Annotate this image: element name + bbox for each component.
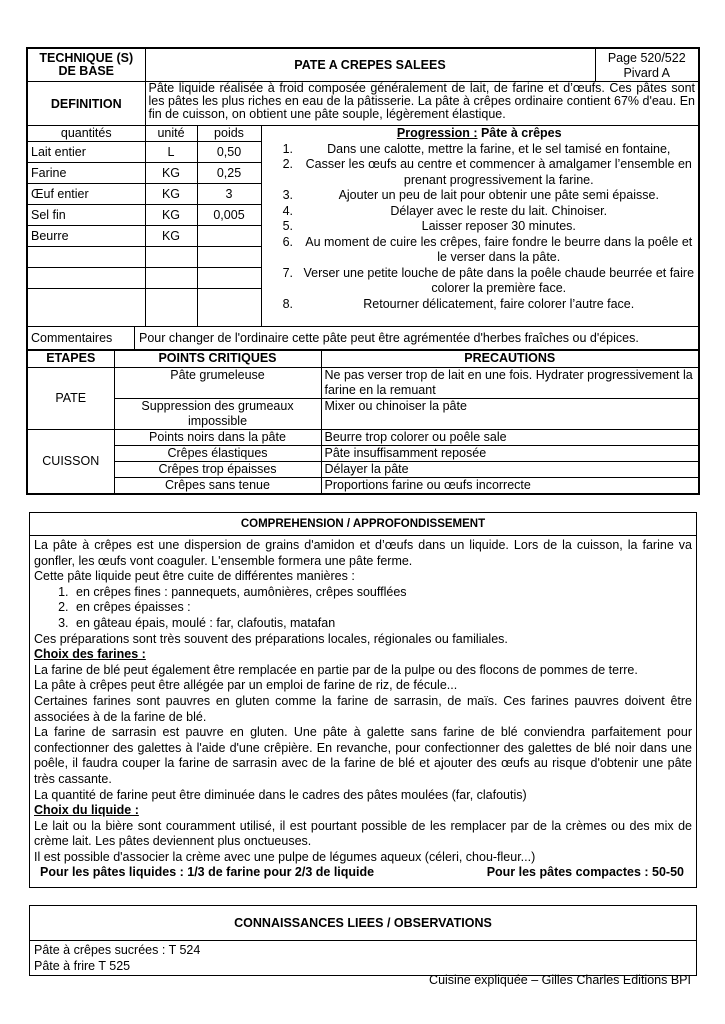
progression-title: Pâte à crêpes [480,126,562,140]
progression-steps [264,142,696,313]
ratio-liquid: Pour les pâtes liquides : 1/3 de farine pour 2/3 de liquide [40,865,375,880]
paragraph: Ces préparations sont très souvent des préparations locales, régionales ou familiales. [34,631,508,646]
table-row [27,430,699,446]
ingredient-weight: 0,50 [197,142,261,163]
critical-point: Crêpes sans tenue [114,478,321,495]
precaution: Beurre trop colorer ou poêle sale [321,430,699,446]
paragraph: La farine de blé peut également être remplacée en partie par de la pulpe ou des flocons de pommes de terre. [34,662,638,677]
table-row [27,462,699,478]
ingredient-unit: KG [145,205,197,226]
comprehension-body [30,536,696,887]
stage-pate: PATE [27,368,114,430]
step: 2. Casser les œufs au centre et commencer à amalgamer l’ensemble en prenant progressivement la farine. [297,157,696,188]
ingredient-weight: 0,005 [197,205,261,226]
comment-label: Commentaires [28,327,135,349]
critical-point: Crêpes élastiques [114,446,321,462]
ingredient-name: Sel fin [27,205,145,226]
table-row [27,368,699,399]
ingredient-weight: 3 [197,184,261,205]
comment-row [27,327,699,351]
precaution: Pâte insuffisamment reposée [321,446,699,462]
critical-point: Crêpes trop épaisses [114,462,321,478]
critical-points-table [26,349,700,495]
connaissances-section [29,905,697,976]
paragraph: Le lait ou la bière sont couramment utilisé, il est pourtant possible de les remplacer par de la crèmes ou des mix de crème lait. Les pâtes deviennent plus onctueuses. [34,818,692,849]
page-title: PATE A CREPES SALEES [145,48,595,82]
definition-text: Pâte liquide réalisée à froid composée généralement de lait, de farine et d’œufs. Ces pâtes sont les pâtes les plus riches en eau de la pâtisserie. La pâte à crêpes ordinaire contient 67% d'eau. En fin de cuisson, on obtient une pâte souple, légèrement élastique. [145,82,699,126]
page-number: Page 520/522 [607,51,686,65]
step: 6. Au moment de cuire les crêpes, faire fondre le beurre dans la poêle et le verser dans la pâte. [297,235,696,266]
progression-label: Progression : [396,126,478,140]
table-row [27,478,699,495]
cooking-ways-list [34,585,692,632]
ingredient-unit: KG [145,226,197,247]
step: 8. Retourner délicatement, faire colorer l’autre face. [297,297,696,313]
table-row [27,399,699,430]
step: 5. Laisser reposer 30 minutes. [297,219,696,235]
critical-point: Pâte grumeleuse [114,368,321,399]
table-row [27,446,699,462]
related-item: Pâte à frire T 525 [34,958,131,973]
ingredient-weight [197,226,261,247]
related-item: Pâte à crêpes sucrées : T 524 [34,943,201,957]
ingredient-name: Beurre [27,226,145,247]
ingredient-weight: 0,25 [197,163,261,184]
footer-credit: Cuisine expliquée – Gilles Charles Editions BPI [429,973,691,987]
list-item: 3. en gâteau épais, moulé : far, clafoutis, matafan [72,616,692,632]
step: 4. Délayer avec le reste du lait. Chinoiser. [297,204,696,220]
list-item: 1. en crêpes fines : pannequets, aumônières, crêpes soufflées [72,585,692,601]
step: 7. Verser une petite louche de pâte dans la poêle chaude beurrée et faire colorer la première face. [297,266,696,297]
comprehension-title: COMPREHENSION / APPROFONDISSEMENT [30,513,696,536]
author: Pivard A [623,66,671,80]
col-header-etapes: ETAPES [27,350,114,368]
comprehension-section [29,512,697,888]
paragraph: Cette pâte liquide peut être cuite de différentes manières : [34,569,355,584]
paragraph: La pâte à crêpes est une dispersion de grains d'amidon et d’œufs dans un liquide. Lors de la cuisson, la farine va gonfler, les œufs vont coaguler. L'ensemble formera une pâte ferme. [34,538,692,568]
ingredient-name: Farine [27,163,145,184]
recipe-sheet [26,47,700,351]
col-header-points: POINTS CRITIQUES [114,350,321,368]
ingredient-name: Œuf entier [27,184,145,205]
liquid-heading: Choix du liquide : [34,803,139,818]
definition-label: DEFINITION [27,82,145,126]
precaution: Ne pas verser trop de lait en une fois. Hydrater progressivement la farine en la remuant [321,368,699,399]
flour-heading: Choix des farines : [34,647,146,662]
connaissances-title: CONNAISSANCES LIEES / OBSERVATIONS [30,906,696,941]
ratio-compact: Pour les pâtes compactes : 50-50 [486,865,684,880]
progression [261,126,699,327]
ingredient-name: Lait entier [27,142,145,163]
ingredient-unit: KG [145,163,197,184]
step: 3. Ajouter un peu de lait pour obtenir une pâte semi épaisse. [297,188,696,204]
paragraph: La pâte à crêpes peut être allégée par un emploi de farine de riz, de fécule... [34,678,458,693]
step: 1. Dans une calotte, mettre la farine, et le sel tamisé en fontaine, [297,142,696,158]
precaution: Proportions farine ou œufs incorrecte [321,478,699,495]
page-info [595,48,699,82]
ingredient-unit: L [145,142,197,163]
col-header-poids: poids [197,126,261,142]
technique-label: TECHNIQUE (S) DE BASE [27,48,145,82]
paragraph: La farine de sarrasin est pauvre en gluten. Une pâte à galette sans farine de blé conviendra parfaitement pour confectionner des galettes à l'aide d'une crêpière. En revanche, pour confectionner des galettes de blé noir dans une poêle, il faudra couper la farine de sarrasin avec de la farine de blé et ajouter des œufs au risque d'obtenir une pâte très cassante. [34,725,692,786]
comment-text: Pour changer de l'ordinaire cette pâte peut être agrémentée d'herbes fraîches ou d'épices. [139,331,639,345]
precaution: Mixer ou chinoiser la pâte [321,399,699,430]
connaissances-body [30,941,696,975]
paragraph: La quantité de farine peut être diminuée dans le cadres des pâtes moulées (far, clafoutis) [34,787,527,802]
critical-point: Suppression des grumeaux impossible [114,399,321,430]
ingredient-unit: KG [145,184,197,205]
col-header-precautions: PRECAUTIONS [321,350,699,368]
col-header-quantites: quantités [27,126,145,142]
ratio-line [34,865,692,881]
col-header-unite: unité [145,126,197,142]
paragraph: Certaines farines sont pauvres en gluten comme la farine de sarrasin, de maïs. Ces farines pauvres doivent être associées à de la farine de blé. [34,693,692,724]
paragraph: Il est possible d'associer la crème avec une pulpe de légumes aqueux (céleri, chou-fleur...) [34,849,536,864]
critical-point: Points noirs dans la pâte [114,430,321,446]
precaution: Délayer la pâte [321,462,699,478]
list-item: 2. en crêpes épaisses : [72,600,692,616]
stage-cuisson: CUISSON [27,430,114,495]
